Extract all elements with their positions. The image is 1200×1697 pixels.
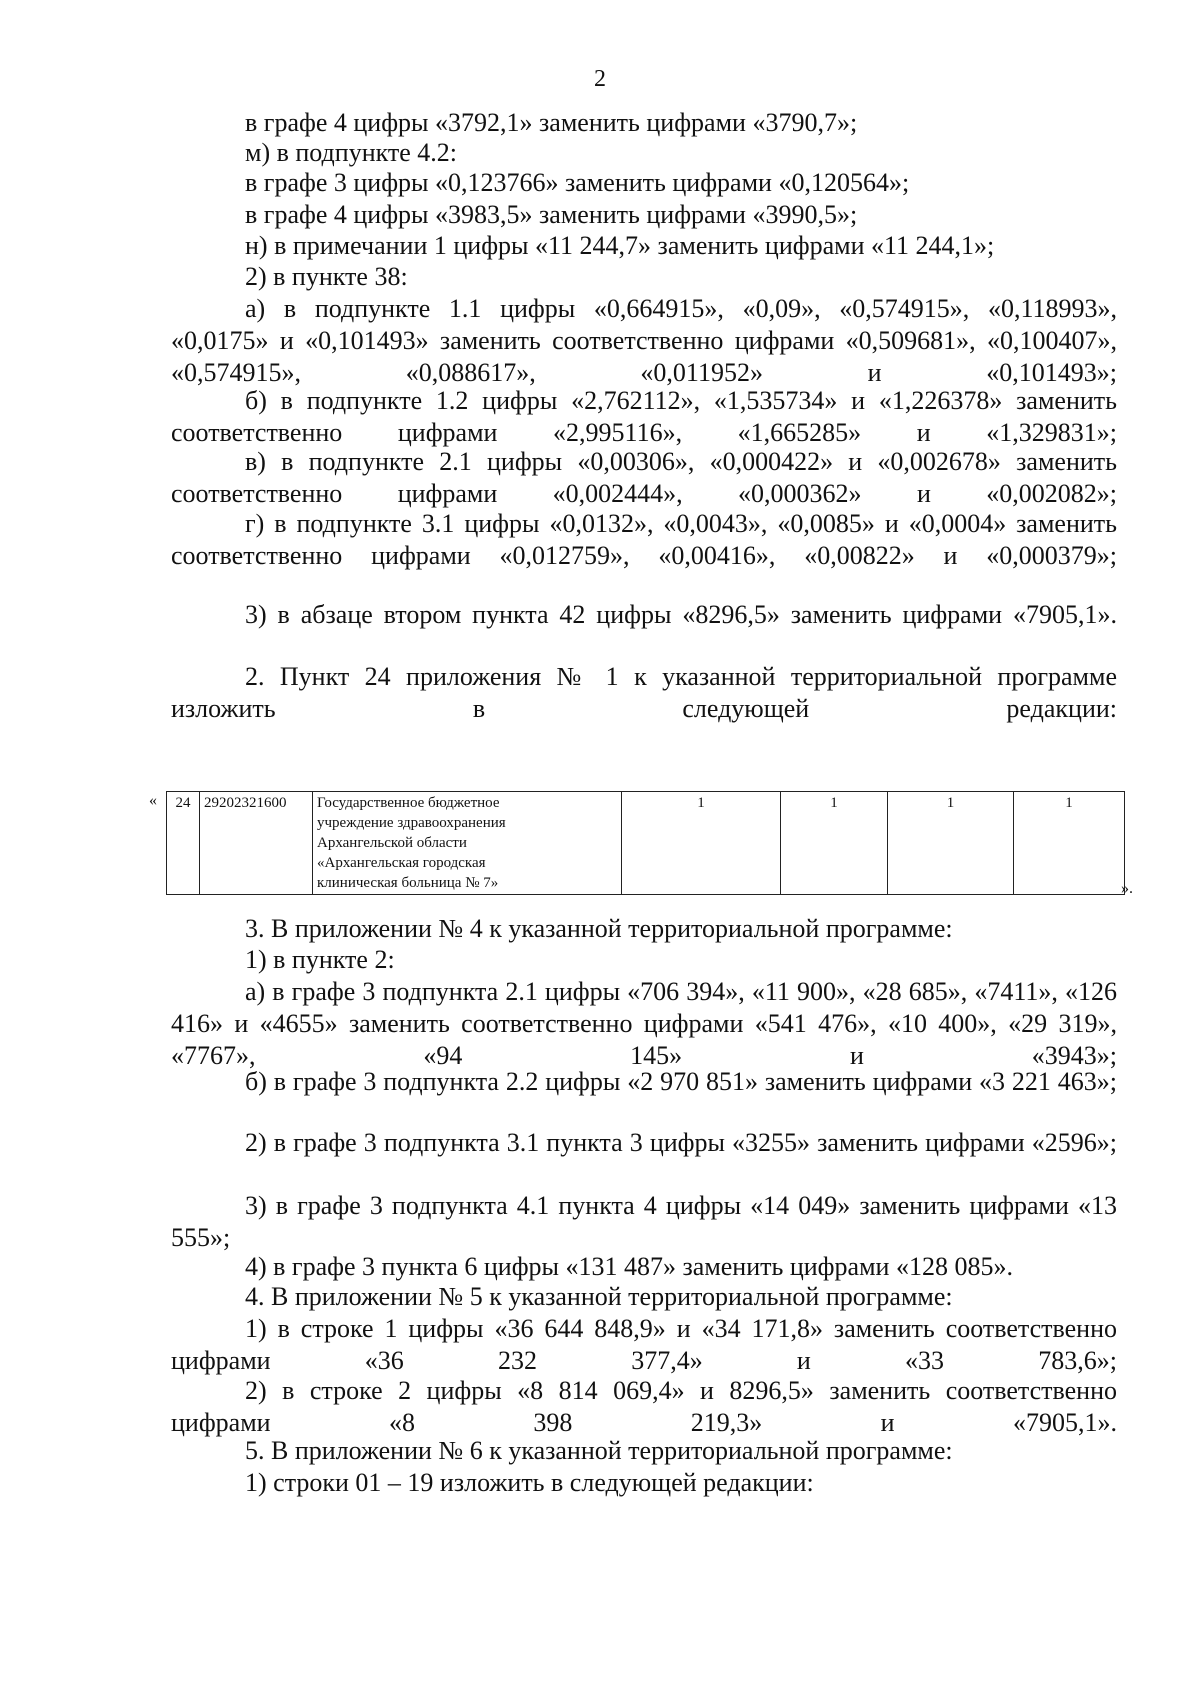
- paragraph: 2) в пункте 38:: [245, 262, 408, 291]
- paragraph: г) в подпункте 3.1 цифры «0,0132», «0,0043», «0,0085» и «0,0004» заменить соответственно цифрами «0,012759», «0,00416», «0,00822» и «0,000379»;: [171, 509, 1117, 570]
- paragraph: а) в графе 3 подпункта 2.1 цифры «706 394», «11 900», «28 685», «7411», «126 416» и «4655» заменить соответственно цифрами «541 476», «10 400», «29 319», «7767», «94 145» и «3943»;: [171, 977, 1117, 1070]
- name-line: Архангельской области: [317, 835, 467, 851]
- paragraph: 5. В приложении № 6 к указанной территориальной программе:: [245, 1436, 953, 1465]
- paragraph: 1) строки 01 – 19 изложить в следующей редакции:: [245, 1468, 814, 1497]
- name-line: учреждение здравоохранения: [317, 815, 506, 831]
- paragraph: 3) в графе 3 подпункта 4.1 пункта 4 цифры «14 049» заменить цифрами «13 555»;: [171, 1191, 1117, 1252]
- table-cell-value: 1: [781, 792, 888, 895]
- table-cell-value: 1: [888, 792, 1014, 895]
- paragraph: 4. В приложении № 5 к указанной территориальной программе:: [245, 1282, 953, 1311]
- paragraph: в графе 4 цифры «3792,1» заменить цифрами «3790,7»;: [245, 108, 858, 137]
- paragraph: б) в графе 3 подпункта 2.2 цифры «2 970 851» заменить цифрами «3 221 463»;: [245, 1067, 1117, 1096]
- table-cell-value: 1: [1014, 792, 1125, 895]
- table-cell-number: 24: [167, 792, 200, 895]
- page-number: 2: [594, 66, 606, 92]
- table-cell-code: 29202321600: [200, 792, 313, 895]
- paragraph: в графе 4 цифры «3983,5» заменить цифрами «3990,5»;: [245, 200, 858, 229]
- paragraph: в графе 3 цифры «0,123766» заменить цифрами «0,120564»;: [245, 168, 910, 197]
- paragraph: 1) в пункте 2:: [245, 945, 395, 974]
- paragraph: 2) в строке 2 цифры «8 814 069,4» и 8296,5» заменить соответственно цифрами «8 398 219,3» и «7905,1».: [171, 1376, 1117, 1437]
- paragraph: а) в подпункте 1.1 цифры «0,664915», «0,09», «0,574915», «0,118993», «0,0175» и «0,101493» заменить соответственно цифрами «0,509681», «0,100407», «0,574915», «0,088617», «0,011952» и «0,101493»;: [171, 294, 1117, 387]
- paragraph: 3) в абзаце втором пункта 42 цифры «8296,5» заменить цифрами «7905,1».: [245, 600, 1117, 629]
- name-line: клиническая больница № 7»: [317, 875, 499, 891]
- paragraph: м) в подпункте 4.2:: [245, 138, 458, 167]
- paragraph: 1) в строке 1 цифры «36 644 848,9» и «34 171,8» заменить соответственно цифрами «36 232 377,4» и «33 783,6»;: [171, 1314, 1117, 1375]
- table-cell-name: [313, 792, 622, 895]
- name-line: «Архангельская городская: [317, 855, 486, 871]
- paragraph: 3. В приложении № 4 к указанной территориальной программе:: [245, 914, 953, 943]
- inserted-table: [166, 791, 1125, 895]
- paragraph: 2) в графе 3 подпункта 3.1 пункта 3 цифры «3255» заменить цифрами «2596»;: [245, 1128, 1117, 1157]
- paragraph: н) в примечании 1 цифры «11 244,7» заменить цифрами «11 244,1»;: [245, 231, 995, 260]
- paragraph: в) в подпункте 2.1 цифры «0,00306», «0,000422» и «0,002678» заменить соответственно цифрами «0,002444», «0,000362» и «0,002082»;: [171, 447, 1117, 508]
- table-open-quote: «: [149, 792, 157, 809]
- table-cell-value: 1: [622, 792, 781, 895]
- paragraph: б) в подпункте 1.2 цифры «2,762112», «1,535734» и «1,226378» заменить соответственно цифрами «2,995116», «1,665285» и «1,329831»;: [171, 386, 1117, 447]
- table-close-quote: ».: [1121, 880, 1133, 897]
- name-line: Государственное бюджетное: [317, 795, 500, 811]
- paragraph: 4) в графе 3 пункта 6 цифры «131 487» заменить цифрами «128 085».: [245, 1252, 1013, 1281]
- table-row: [167, 792, 1125, 895]
- paragraph: 2. Пункт 24 приложения № 1 к указанной территориальной программе изложить в следующей редакции:: [171, 662, 1117, 723]
